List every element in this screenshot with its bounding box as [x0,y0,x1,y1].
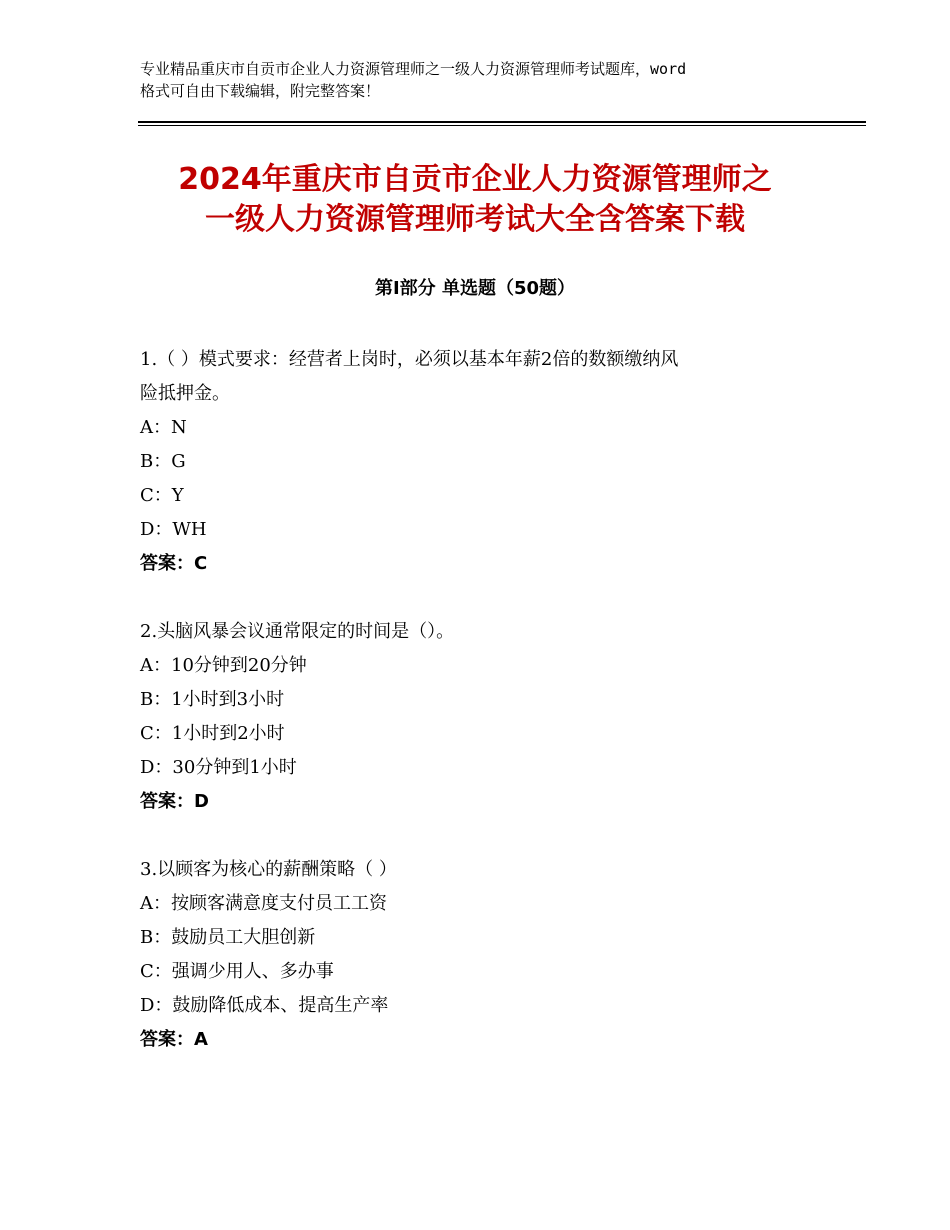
option-b: B：G [140,451,186,472]
question-2 [140,615,820,819]
option-c: C：1小时到2小时 [140,723,285,744]
answer-label: 答案：C [140,553,208,574]
answer-label: 答案：D [140,791,209,812]
header-divider-thick [138,121,866,123]
header-note-line-2: 格式可自由下载编辑，附完整答案！ [140,82,381,100]
question-stem: 2.头脑风暴会议通常限定的时间是（）。 [140,621,455,642]
question-stem: 1.（ ）模式要求：经营者上岗时，必须以基本年薪2倍的数额缴纳风 [140,349,679,370]
question-stem-continued: 险抵押金。 [140,383,230,404]
option-a: A：N [140,417,187,438]
question-list [140,343,820,1091]
header-divider-thin [138,125,866,126]
option-c: C：Y [140,485,184,506]
question-1 [140,343,820,581]
option-b: B：1小时到3小时 [140,689,285,710]
header-note [140,58,840,102]
option-d: D：30分钟到1小时 [140,757,297,778]
option-a: A：10分钟到20分钟 [140,655,307,676]
option-d: D：WH [140,519,207,540]
option-a: A：按顾客满意度支付员工工资 [140,893,387,914]
question-3 [140,853,820,1057]
answer-label: 答案：A [140,1029,208,1050]
option-b: B：鼓励员工大胆创新 [140,927,316,948]
option-c: C：强调少用人、多办事 [140,961,334,982]
document-title-line-1: 2024年重庆市自贡市企业人力资源管理师之 [178,162,772,197]
option-d: D：鼓励降低成本、提高生产率 [140,995,389,1016]
header-note-line-1: 专业精品重庆市自贡市企业人力资源管理师之一级人力资源管理师考试题库，word [140,60,687,78]
document-title [100,160,850,240]
document-title-line-2: 一级人力资源管理师考试大全含答案下载 [205,202,745,237]
question-stem: 3.以顾客为核心的薪酬策略（ ） [140,859,397,880]
section-title: 第Ⅰ部分 单选题（50题） [374,278,575,299]
